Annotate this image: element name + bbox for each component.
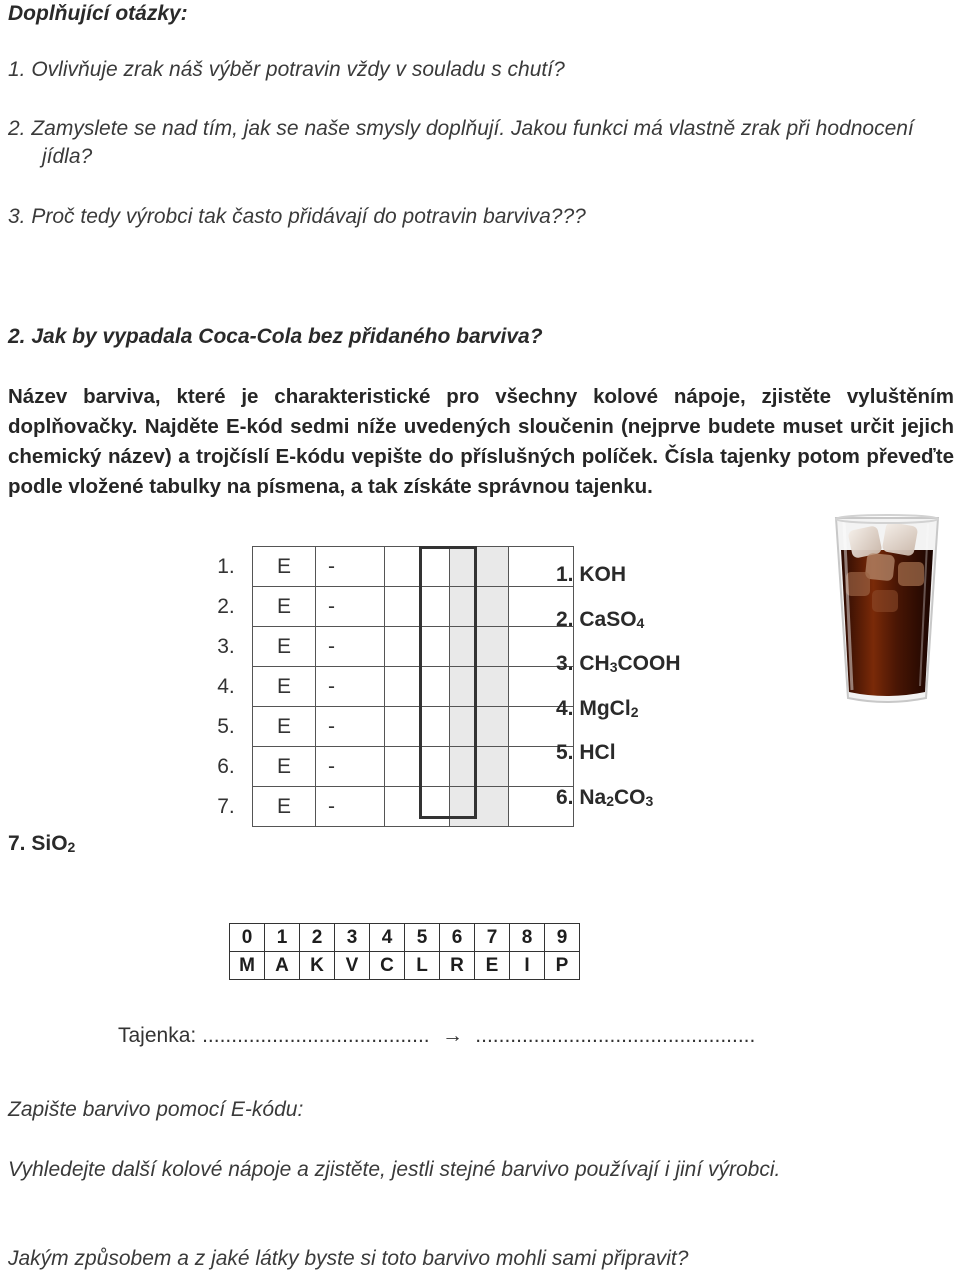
digit-cell: 4 [370, 924, 405, 952]
compound-7 [8, 832, 75, 856]
compound-formula: MgCl [579, 697, 631, 720]
subscript: 2 [606, 793, 615, 809]
compound-formula-part: COOH [617, 652, 681, 675]
row-number: 6. [217, 754, 235, 778]
row-number: 3. [217, 634, 235, 658]
compound-formula: HCl [579, 741, 616, 764]
letter-cell: C [370, 952, 405, 980]
solution-cell[interactable] [450, 587, 509, 627]
section-2-title: 2. Jak by vypadala Coca-Cola bez přidaného barviva? [8, 325, 543, 348]
compound-formula: SiO [31, 832, 68, 855]
row-number: 2. [217, 594, 235, 618]
page-title: Doplňující otázky: [8, 2, 188, 25]
row-number: 4. [217, 674, 235, 698]
digit-cell: 3 [335, 924, 370, 952]
compound-number: 6. [556, 786, 574, 809]
crossword-grid [200, 546, 574, 827]
compound-number: 5. [556, 741, 574, 764]
compound-2 [556, 608, 644, 632]
compound-3 [556, 652, 681, 676]
e-prefix-cell: E [253, 587, 316, 627]
task-e-code: Zapište barvivo pomocí E-kódu: [8, 1098, 304, 1121]
dash-cell: - [316, 547, 385, 587]
subscript: 3 [609, 659, 618, 675]
compound-number: 7. [8, 832, 26, 855]
question-1: 1. Ovlivňuje zrak náš výběr potravin vždy v souladu s chutí? [8, 58, 565, 81]
digit-cell[interactable] [385, 547, 450, 587]
digit-cell[interactable] [385, 627, 450, 667]
solution-cell[interactable] [450, 627, 509, 667]
e-prefix-cell: E [253, 747, 316, 787]
digit-cell[interactable] [385, 707, 450, 747]
compound-formula: KOH [579, 563, 627, 586]
subscript: 4 [636, 615, 645, 631]
letter-cell: V [335, 952, 370, 980]
subscript: 2 [67, 839, 76, 855]
compound-number: 3. [556, 652, 574, 675]
crossword-row [200, 787, 574, 827]
crossword-row [200, 707, 574, 747]
digit-cell: 6 [440, 924, 475, 952]
e-prefix-cell: E [253, 707, 316, 747]
crossword-row [200, 627, 574, 667]
row-number: 5. [217, 714, 235, 738]
compound-1 [556, 563, 626, 587]
question-2: 2. Zamyslete se nad tím, jak se naše smysly doplňují. Jakou funkci má vlastně zrak při hodnocení [8, 117, 914, 140]
compound-formula-part: CO [614, 786, 646, 809]
e-prefix-cell: E [253, 627, 316, 667]
solution-cell[interactable] [450, 747, 509, 787]
answer-blank-2[interactable]: ................................................ [475, 1024, 756, 1047]
cola-glass-image [828, 510, 946, 706]
letter-cell: R [440, 952, 475, 980]
question-3: 3. Proč tedy výrobci tak často přidávají do potravin barviva??? [8, 205, 586, 228]
letter-cell: A [265, 952, 300, 980]
crossword-row [200, 547, 574, 587]
digit-cell: 2 [300, 924, 335, 952]
compound-number: 4. [556, 697, 574, 720]
row-number: 1. [217, 554, 235, 578]
compound-number: 1. [556, 563, 574, 586]
solution-cell[interactable] [450, 787, 509, 827]
letter-cell: P [545, 952, 580, 980]
digit-cell[interactable] [385, 787, 450, 827]
compound-5 [556, 741, 616, 765]
letters-row [230, 952, 580, 980]
task-find-drinks: Vyhledejte další kolové nápoje a zjistěte, jestli stejné barvivo používají i jiní výrobci. [8, 1158, 781, 1181]
letter-cell: L [405, 952, 440, 980]
digit-cell: 9 [545, 924, 580, 952]
e-prefix-cell: E [253, 667, 316, 707]
e-prefix-cell: E [253, 787, 316, 827]
subscript: 3 [645, 793, 654, 809]
compound-6 [556, 786, 653, 810]
dash-cell: - [316, 707, 385, 747]
dash-cell: - [316, 747, 385, 787]
answer-line [118, 1024, 755, 1048]
letter-cell: I [510, 952, 545, 980]
digit-cell: 0 [230, 924, 265, 952]
digit-letter-table [229, 923, 580, 980]
answer-label: Tajenka: [118, 1024, 203, 1047]
e-prefix-cell: E [253, 547, 316, 587]
dash-cell: - [316, 627, 385, 667]
dash-cell: - [316, 787, 385, 827]
digit-cell: 5 [405, 924, 440, 952]
dash-cell: - [316, 587, 385, 627]
question-2-continuation: jídla? [42, 145, 93, 168]
digit-cell[interactable] [385, 747, 450, 787]
compound-formula: CH [579, 652, 610, 675]
arrow-right-icon: → [441, 1024, 463, 1047]
letter-cell: E [475, 952, 510, 980]
digit-cell: 8 [510, 924, 545, 952]
dash-cell: - [316, 667, 385, 707]
letter-cell: M [230, 952, 265, 980]
digit-cell: 1 [265, 924, 300, 952]
crossword-row [200, 667, 574, 707]
subscript: 2 [630, 704, 639, 720]
compound-formula: CaSO [579, 608, 637, 631]
letter-cell: K [300, 952, 335, 980]
answer-blank[interactable]: ....................................... [202, 1024, 430, 1047]
digit-cell[interactable] [385, 587, 450, 627]
row-number: 7. [217, 794, 235, 818]
compound-4 [556, 697, 638, 721]
digits-row [230, 924, 580, 952]
digit-cell[interactable] [385, 667, 450, 707]
compound-formula: Na [579, 786, 607, 809]
crossword-row [200, 587, 574, 627]
task-prepare-dye: Jakým způsobem a z jaké látky byste si toto barvivo mohli sami připravit? [8, 1247, 689, 1270]
crossword-row [200, 747, 574, 787]
solution-cell[interactable] [450, 547, 509, 587]
digit-cell: 7 [475, 924, 510, 952]
solution-cell[interactable] [450, 667, 509, 707]
compound-number: 2. [556, 608, 574, 631]
section-2-instructions: Název barviva, které je charakteristické pro všechny kolové nápoje, zjistěte vyluštěním doplňovačky. Najděte E-kód sedmi níže uvedených sloučenin (nejprve budete muset určit jejich chemický název) a trojčíslí E-kódu vepište do příslušných políček. Čísla tajenky potom převeďte podle vložené tabulky na písmena, a tak získáte správnou tajenku. [8, 385, 954, 498]
solution-cell[interactable] [450, 707, 509, 747]
